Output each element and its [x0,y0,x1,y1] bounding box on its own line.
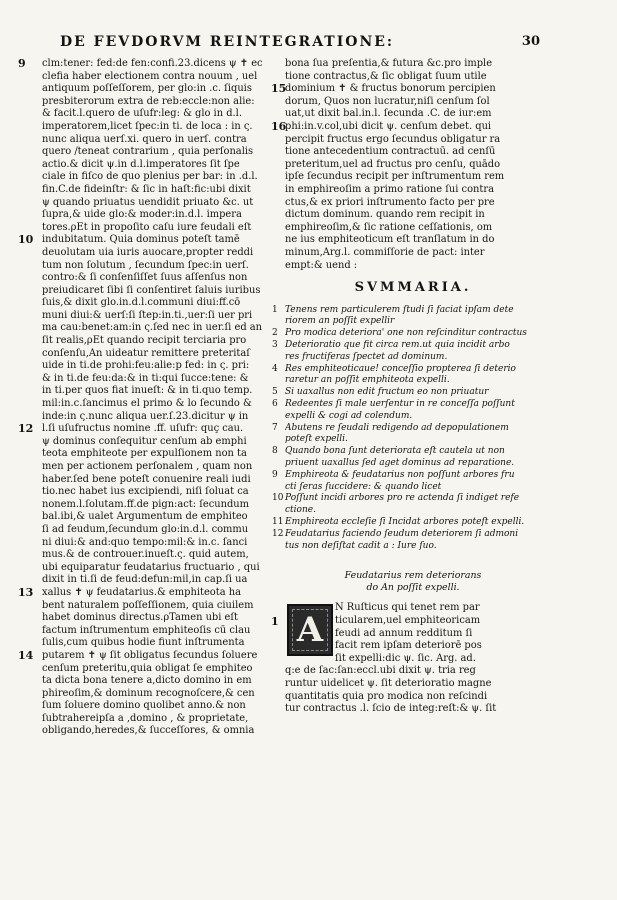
text-line: mil:in.c.ſancimus el primo & lo ſecundo & [42,398,252,410]
text-line: l.ſi uſufructus nomine .ff. uſufr: quç cau. [42,423,244,435]
text-line: conſenſu,An uideatur remittere preteritaſ [42,347,250,359]
text-line: preteritum,uel ad fructus pro cenſu, quādo [285,158,501,170]
text-line: teota emphiteote per expulſionem non ta [42,448,247,460]
text-line: quantitatis quia pro modica non reſcindi [285,690,488,702]
text-line: facit rem ipſam deteriorē pos [335,640,482,652]
text-line: ubi equiparatur feudatarius fructuario , qui [42,561,260,573]
summary-number: 1 [272,304,278,315]
text-line: deuolutam uia iuris auocare,propter reddi [42,246,254,258]
summary-item [272,517,541,529]
text-line: dorum, Quos non lucratur,niſi cenſum ſol [285,95,490,107]
summary-item [272,363,541,388]
text-line: ψ quando priuatus uendidit priuato &c. ut [42,196,254,208]
summary-item [272,469,541,494]
text-line: imperatorem,licet ſpec:in ti. de loca : in ς. [42,120,253,132]
text-line: preiudicaret ſibi ſi conſentiret ſaluis iuribus [42,284,261,296]
text-line: antiquum poſſeſſorem, per glo:in .c. ſiquis [42,83,252,95]
text-line: bal.ibi,& ualet Argumentum de emphiteo [42,511,248,523]
summary-line: ctione. [285,505,316,516]
text-line: N Ruſticus qui tenet rem par [335,602,480,614]
text-line: tum non ſolutum , ſecundum ſpec:in uerſ. [42,259,249,271]
summaria-list [272,304,541,553]
text-line: nonem.l.ſolutam.ff.de pign:act: ſecundum [42,498,250,510]
summary-item [272,528,541,553]
text-line: muni diui:& uerſ:ſi ſtep:in.ti.,uer:ſi uer pri [42,309,253,321]
text-line: dixit in ti.ſi de feud:defun:mil,in cap.ſi ua [42,574,248,586]
text-line: minum,Arg.l. commiſſorie de pact: inter [285,246,485,258]
margin-number: 12 [18,422,34,436]
text-line: ſum ſoluere domino quolibet anno.& non [42,700,246,712]
summary-line: raretur an poſſit emphiteota expelli. [285,375,450,386]
text-line: factum inſtrumentum emphiteoſis cū clau [42,624,251,636]
margin-number: 13 [18,586,34,600]
text-line: bent naturalem poſſeſſionem, quia ciuilem [42,599,254,611]
text-line: ſulis,cum quibus hodie fiunt inſtrumenta [42,637,245,649]
summary-line: Si uaxallus non edit fructum eo non priuatur [285,387,489,398]
text-line: ψ dominus conſequitur cenſum ab emphi [42,435,247,447]
text-line: phi:in.v.col,ubi dicit ψ. cenſum debet. qui [285,120,492,132]
text-line: ſit realis,ρEt quando recipit terciaria pro [42,335,247,347]
summary-number: 11 [272,517,284,528]
text-line: putarem ✝ ψ ſit obligatus ſecundus ſoluere [42,649,258,661]
summary-line: cti ſeras ſuccidere: & quando licet [285,481,442,492]
text-line: xallus ✝ ψ feudatarius.& emphiteota ha [42,586,241,598]
left-column [18,57,274,738]
text-line: men per actionem perſonalem , quam non [42,461,253,472]
text-line: uide in ti.de prohi:feu:alie:p fed: in ς. pri: [42,360,250,372]
section-heading-line: Feudatarius rem deteriorans [344,570,482,582]
text-line: ne ius emphiteoticum eſt tranſlatum in do [285,234,495,246]
summary-item [272,422,541,447]
text-line: tio.nec habet ius excipiendi, niſi ſoluat ca [42,486,249,498]
text-line: ſit expelli:dic ψ. ſic. Arg. ad. [335,652,476,664]
summary-line: Emphireota & feudatarius non poſſunt arbores fru [285,469,515,480]
summary-line: riorem an poſſit expellir [285,316,395,327]
section-body [271,602,541,715]
text-line: obligando,heredes,& ſucceſſores, & omnia [42,725,255,737]
text-line: fin.C.de fideinſtr: & ſic in haſt:fic:ubi dixit [42,183,251,195]
summary-item [272,387,541,399]
text-line: nunc aliqua uerſ.xi. quero in uerſ. contra [42,133,247,145]
text-line: indubitatum. Quia dominus poteſt tamē [42,234,240,246]
summary-line: Feudatarius faciendo ſeudum deteriorem ſi admoni [285,528,519,539]
text-line: ſubtrahereipſa a ,domino , & proprietate, [42,712,249,724]
text-line: & in ti.de feu:da:& in ti:qui ſucce:tene: & [42,372,249,384]
summary-item [272,493,541,517]
summary-number: 12 [272,528,284,539]
summary-item [272,328,541,340]
text-line: ſupra,& uide glo:& moder:in.d.l. impera [42,209,242,221]
summary-line: tus non deſiſtat cadit a : Iure ſuo. [285,540,437,551]
text-line: in ti.per quos fiat inueſt: & in ti.quo temp. [42,385,253,397]
summary-number: 9 [272,469,278,480]
margin-number: 14 [18,649,34,663]
text-line: cenſum preteritu,quia obligat ſe emphiteo [42,662,253,674]
summary-number: 2 [272,328,278,339]
text-line: clefia haber electionem contra nouum , uel [42,70,258,82]
text-line: percipit fructus ergo ſecundus obligatur ra [285,133,501,145]
text-line: & facit.l.quero de uſufr:leg: & glo in d.l. [42,108,242,120]
summary-line: Quando bona ſunt deteriorata eſt cautela ut non [285,446,505,457]
text-line: uat,ut dixit bal.in.l. ſecunda .C. de iur:em [285,108,492,120]
summary-number: 7 [272,422,278,433]
text-line: tione contractus,& ſic obligat ſuum utile [285,70,487,82]
text-line: inde:in ς.nunc aliqua uer.ſ.23.dicitur ψ in [42,410,249,422]
running-header [60,30,540,54]
summary-line: Emphireota eccleſie ſi Incidat arbores poteſt expelli. [285,517,525,528]
text-line: habet dominus directus.ρTamen ubi eſt [42,612,239,624]
summary-line: expelli & cogi ad colendum. [285,410,413,421]
text-line: ctus,& ex priori inſtrumento facto per pre [285,196,495,208]
section-heading-line: do An poſſit expelli. [366,582,460,594]
text-line: phireoſim,& dominum recognoſcere,& cen [42,687,255,699]
summary-line: priuent uaxallus ſed aget dominus ad reparatione. [285,458,515,469]
text-line: mus.& de controuer.inueſt.ς. quid autem, [42,549,249,561]
decorated-initial: A [287,604,333,656]
text-line: clm:tener: fed:de fen:confi.23.dicens ψ ✝ ec [42,58,263,69]
text-line: dominium ✝ & fructus bonorum percipien [285,83,496,95]
text-line: actio.& dicit ψ.in d.l.imperatores ſit ſpe [42,158,240,170]
text-line: tione antecedentium contractuū. ad cenſū [285,146,496,158]
margin-number: 15 [271,82,287,96]
summary-line: poteſt expelli. [285,434,348,445]
text-line: ni diui:& and:quo tempo:mil:& in.c. ſanci [42,536,248,548]
text-line: feudi ad annum redditum ſi [335,627,473,639]
text-line: contro:& ſi conſenſiſſet ſuus aſſenſus non [42,272,248,284]
summary-line: Deterioratio que fit circa rem.ut quia incidit arbo [285,340,510,351]
summary-number: 5 [272,387,278,398]
summary-number: 3 [272,340,278,351]
right-column-text [271,58,541,272]
text-line: bona ſua preſentia,& futura &c.pro imple [285,58,493,69]
summary-line: Abutens re ſeudali redigendo ad depopulationem [285,422,509,433]
summary-line: Pro modica deteriora' one non reſcinditur contractus [285,328,527,339]
text-line: quero /teneat contrarium , quia perſonalis [42,146,254,158]
summary-number: 6 [272,399,278,410]
summary-line: Res emphiteoticaue! conceſſio propterea ſi deterio [285,363,516,374]
page-number: 30 [521,34,540,49]
text-line: ciale in fiſco de quo plenius per bar: in .d.l. [42,171,258,183]
text-line: ta dicta bona tenere a,dicto domino in em [42,675,252,687]
margin-number: 9 [18,57,26,70]
running-title: DE FEVDORVM REINTEGRATIONE: [60,34,395,50]
text-line: dictum dominum. quando rem recipit in [285,209,485,221]
text-line: ſuis,& dixit glo.in.d.l.communi diui:ff.cō [42,297,241,309]
text-line: ma cau:benet:am:in ς.ſed nec in uer.ſi ed an [42,322,263,334]
right-column [271,58,541,716]
margin-number: 1 [271,615,279,629]
text-line: q:e de ſac:ſan:eccl.ubi dixit ψ. tria reg [285,665,476,677]
summary-number: 8 [272,446,278,457]
summary-line: Poſſunt incidi arbores pro re actenda ſi indiget refe [285,493,520,504]
summaria-title: SVMMARIA. [354,280,472,296]
text-line: tores.ρEt in propoſito caſu iure feudali eſt [42,221,252,233]
text-line: runtur uidelicet ψ. ſit deterioratio magne [285,677,492,689]
text-line: tur contractus .l. ſcio de integ:reſt:& ψ. ſit [285,703,497,715]
summary-number: 10 [272,493,284,504]
summary-item [272,304,541,329]
section-heading [285,570,541,594]
text-line: in emphireoſim a primo ratione ſui contra [285,183,494,195]
summary-number: 4 [272,363,278,374]
summary-line: Redeentes ſi male uerſentur in re conceſſa poſſunt [285,399,515,410]
summary-item [272,399,541,423]
summary-line: Tenens rem particulerem ſtudi ſi faciat ipſam dete [285,304,514,315]
text-line: ſi ad feudum,ſecundum glo:in.d.l. commu [42,523,249,535]
text-line: emphireoſim,& ſic ratione ceſſationis, om [285,221,493,233]
text-line: haber.ſed bene poteſt conuenire reali iudi [42,473,251,485]
summary-line: res fructiferas ſpectet ad dominum. [285,351,448,362]
text-line: ipſe ſecundus recipit per inſtrumentum rem [285,171,505,183]
text-line: presbiterorum extra de reb:eccle:non alie: [42,95,255,107]
summary-item [272,446,541,470]
margin-number: 10 [18,233,34,247]
summary-item [272,340,541,364]
text-line: empt:& uend : [285,259,358,271]
margin-number: 16 [271,120,287,133]
text-line: ticularem,uel emphiteoricam [335,615,481,627]
